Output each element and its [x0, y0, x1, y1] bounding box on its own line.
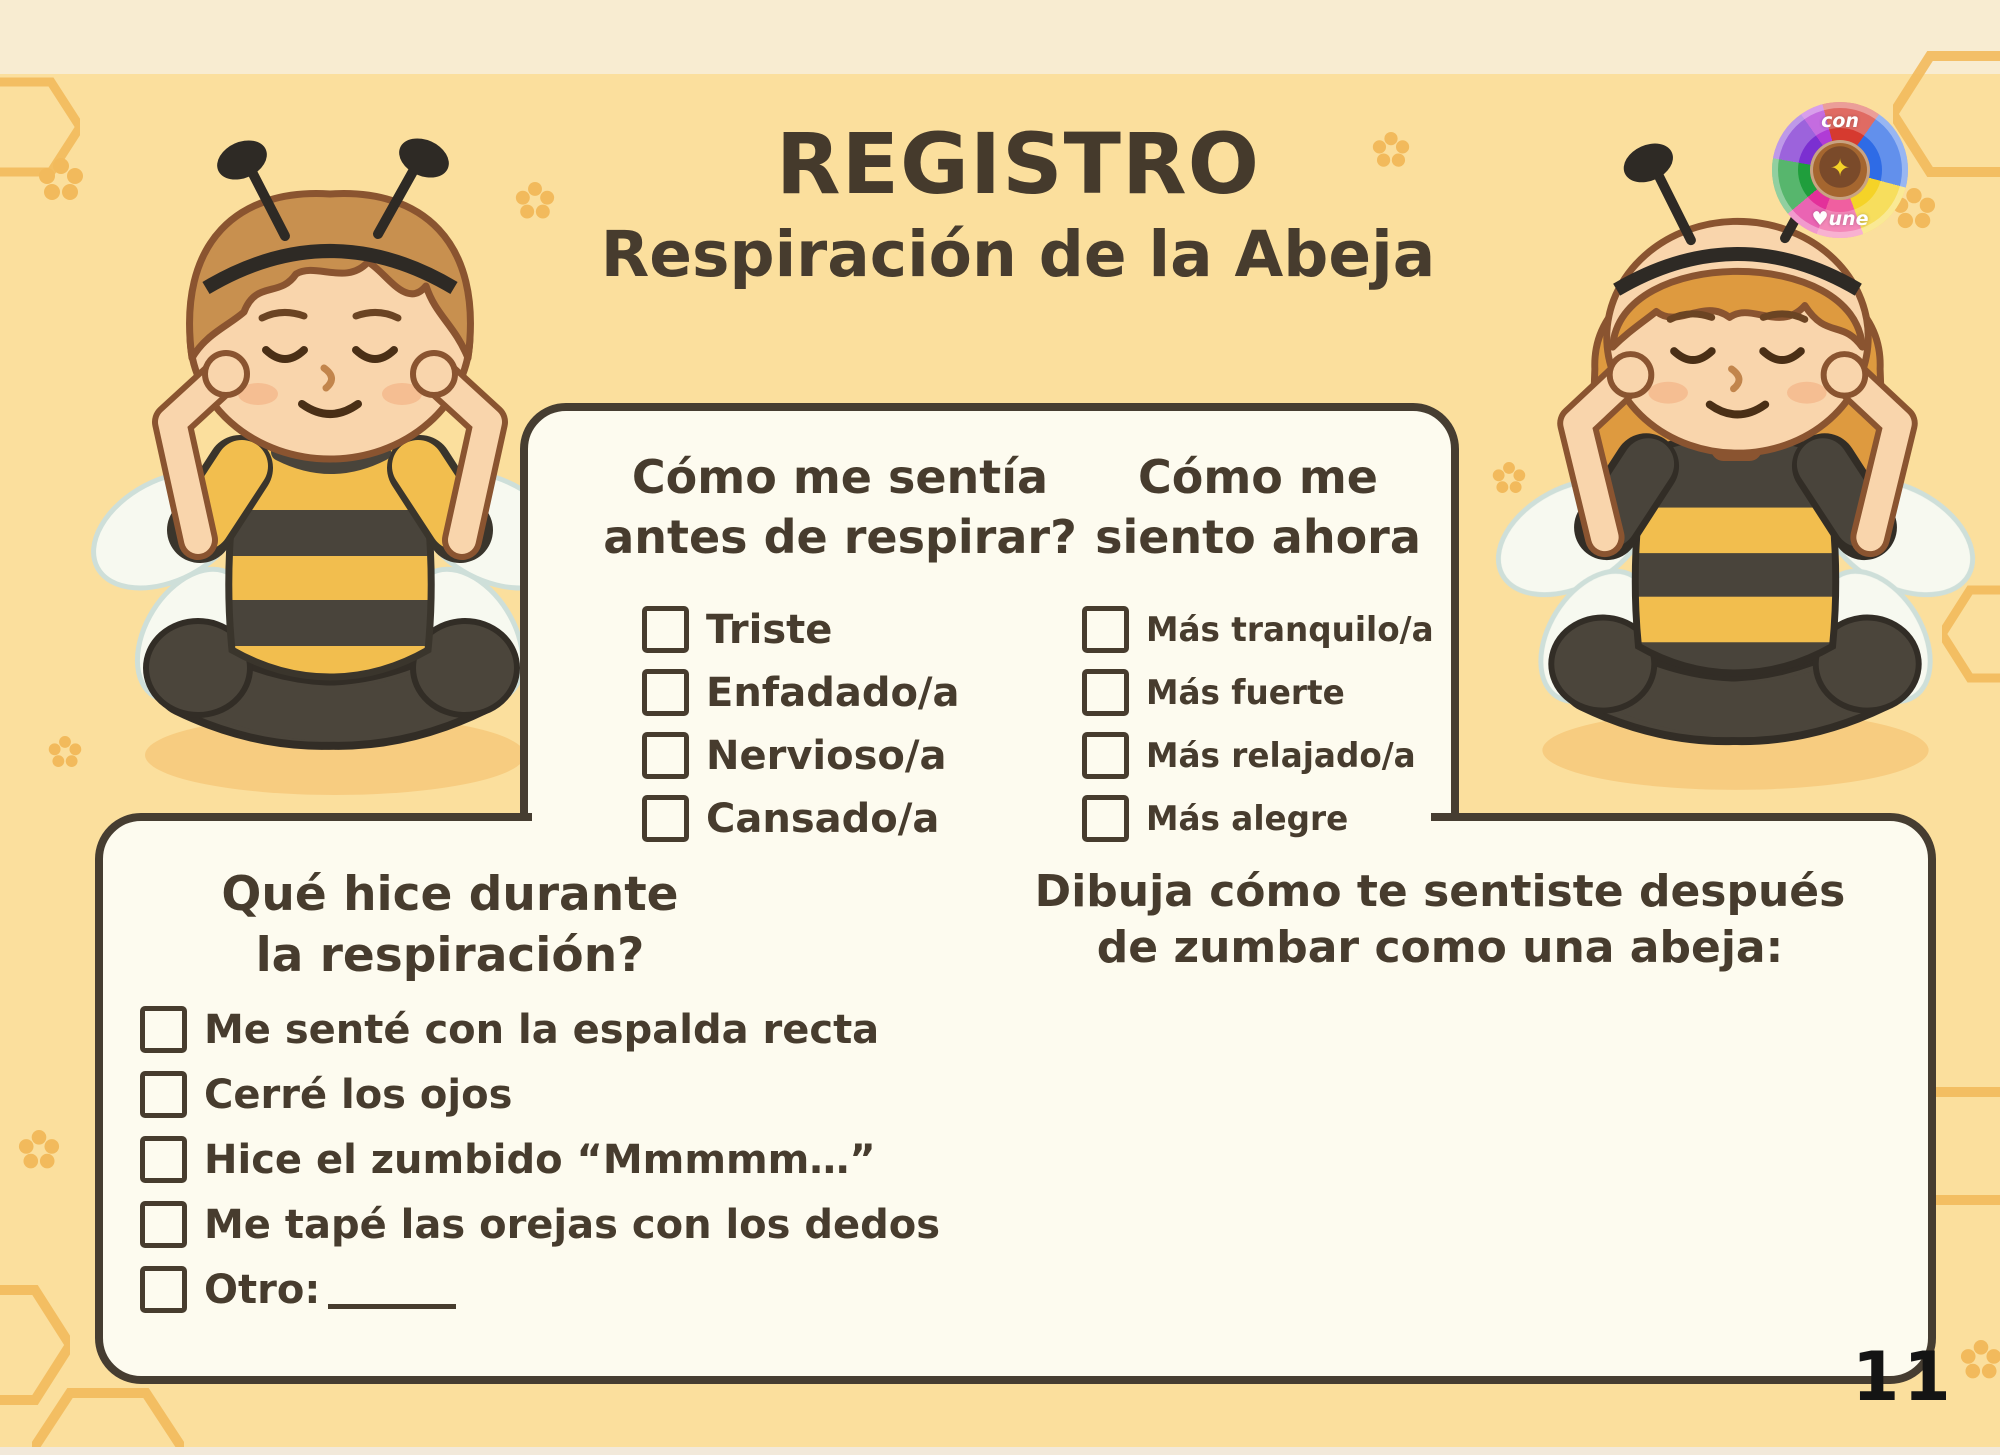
logo-top-text: con	[1821, 110, 1859, 132]
checkbox-row	[1082, 661, 1446, 724]
during-heading	[185, 864, 715, 986]
checkbox[interactable]	[140, 1071, 187, 1118]
during-heading-line1: Qué hice durante	[221, 867, 679, 922]
checkbox-row	[140, 1257, 940, 1322]
checkbox-row	[140, 1062, 940, 1127]
checkbox-row	[642, 598, 960, 661]
draw-heading-line1: Dibuja cómo te sentiste después	[1034, 866, 1846, 917]
boy-bee-illustration	[80, 110, 580, 820]
flower-decoration	[38, 158, 84, 204]
checkbox[interactable]	[140, 1136, 187, 1183]
page-subtitle: Respiración de la Abeja	[600, 218, 1436, 292]
page-number: 11	[1852, 1338, 1955, 1417]
flower-decoration	[1960, 1340, 2000, 1382]
now-heading-line1: Cómo me	[1137, 450, 1379, 504]
checkbox-label: Hice el zumbido “Mmmmm…”	[204, 1136, 876, 1183]
draw-heading	[1005, 864, 1875, 976]
checkbox[interactable]	[1082, 732, 1129, 779]
top-margin-strip	[0, 0, 2000, 74]
flower-decoration	[18, 1130, 60, 1172]
checkbox-row	[642, 724, 960, 787]
checkbox-row	[140, 997, 940, 1062]
checkbox-row	[140, 1127, 940, 1192]
checkbox-label: Enfadado/a	[706, 669, 960, 716]
checkbox-label: Más alegre	[1146, 798, 1349, 839]
checkbox-label: Me tapé las orejas con los dedos	[204, 1201, 941, 1248]
checkbox-row	[642, 661, 960, 724]
checkbox-label: Otro:	[204, 1266, 321, 1313]
title-block	[560, 115, 1476, 292]
checkbox-row	[1082, 787, 1446, 850]
hexagon-decoration	[32, 1385, 184, 1455]
checkbox-label: Triste	[706, 606, 833, 653]
checkbox[interactable]	[140, 1006, 187, 1053]
checkbox-label: Cansado/a	[706, 795, 940, 842]
logo-center	[1810, 140, 1870, 200]
now-heading-line2: siento ahora	[1095, 510, 1421, 564]
checkbox-label: Más relajado/a	[1146, 735, 1416, 776]
brand-mandala-logo	[1772, 102, 1908, 238]
flower-decoration	[48, 736, 82, 770]
checkbox-label: Más fuerte	[1146, 672, 1345, 713]
checkbox-row	[140, 1192, 940, 1257]
before-heading	[550, 447, 1130, 567]
draw-heading-line2: de zumbar como una abeja:	[1096, 922, 1784, 973]
otro-write-line[interactable]	[328, 1270, 456, 1309]
checkbox-row	[1082, 724, 1446, 787]
checkbox[interactable]	[642, 669, 689, 716]
checkbox-label: Más tranquilo/a	[1146, 609, 1434, 650]
now-heading	[1068, 447, 1448, 567]
checkbox[interactable]	[642, 732, 689, 779]
checkbox[interactable]	[642, 606, 689, 653]
checkbox[interactable]	[642, 795, 689, 842]
girl-bee-illustration	[1478, 108, 1993, 818]
checkbox-row	[642, 787, 960, 850]
before-heading-line1: Cómo me sentía	[631, 450, 1049, 504]
drawing-area[interactable]	[1020, 1000, 1900, 1355]
logo-bottom-text: ♥une	[1811, 208, 1869, 230]
checkbox[interactable]	[1082, 606, 1129, 653]
checkbox-row	[1082, 598, 1446, 661]
checkbox[interactable]	[140, 1201, 187, 1248]
before-checklist	[642, 598, 960, 850]
now-checklist	[1082, 598, 1446, 850]
checkbox[interactable]	[1082, 669, 1129, 716]
checkbox-label: Cerré los ojos	[204, 1071, 513, 1118]
before-heading-line2: antes de respirar?	[603, 510, 1077, 564]
checkbox[interactable]	[140, 1266, 187, 1313]
checkbox[interactable]	[1082, 795, 1129, 842]
checkbox-label: Me senté con la espalda recta	[204, 1006, 880, 1053]
during-heading-line2: la respiración?	[255, 928, 645, 983]
bottom-margin-strip	[0, 1447, 2000, 1455]
star-icon: ✦	[1829, 154, 1851, 182]
during-checklist	[140, 997, 940, 1322]
page-title: REGISTRO	[775, 115, 1261, 213]
checkbox-label: Nervioso/a	[706, 732, 947, 779]
